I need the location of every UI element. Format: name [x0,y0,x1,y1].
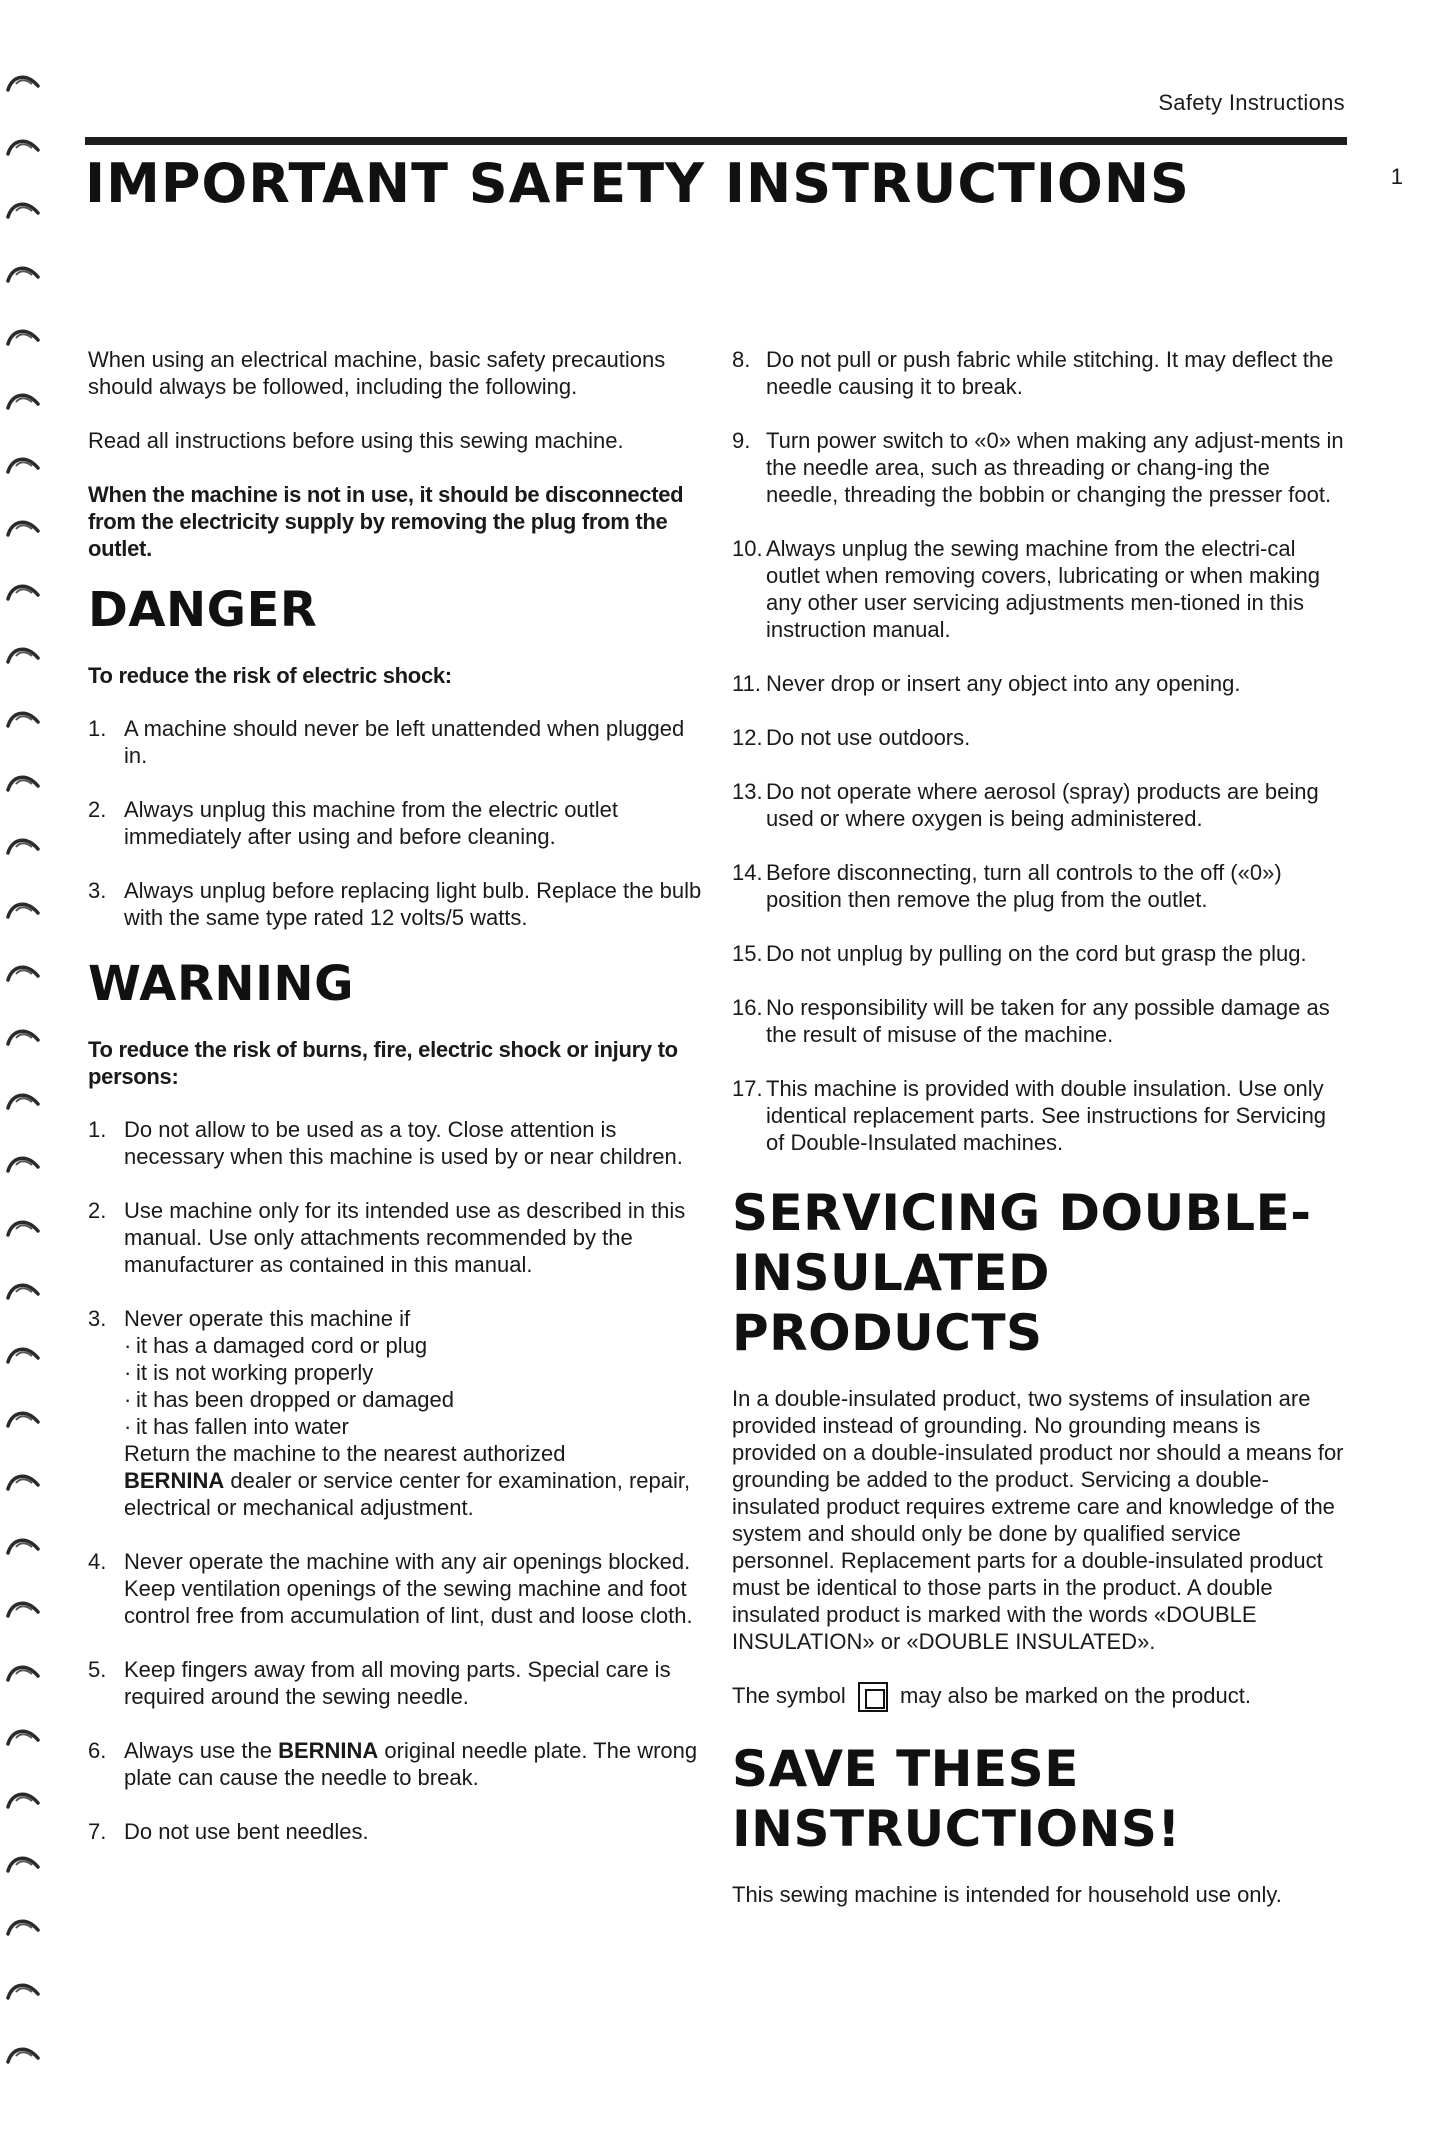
binding-hole-icon [4,197,44,221]
brand-name: BERNINA [278,1738,379,1763]
list-item: 16. No responsibility will be taken for any possible damage as the result of misuse of the machine. [732,995,1330,1047]
list-item: 9. Turn power switch to «0» when making any adjust-ments in the needle area, such as threading or chang-ing the needle, threading the bobbin or changing the presser foot. [732,428,1344,507]
list-item: 10. Always unplug the sewing machine from the electri-cal outlet when removing covers, lubricating or when making any other user servicing adjustments men-tioned in this instruction manual. [732,536,1320,642]
list-item: 4. Never operate the machine with any air openings blocked. Keep ventilation openings of the sewing machine and foot control free from accumulation of lint, dust and loose cloth. [88,1549,693,1628]
warning-heading: WARNING [88,956,354,1012]
list-item: 12. Do not use outdoors. [732,725,971,750]
binding-hole-icon [4,1787,44,1811]
binding-hole-icon [4,1342,44,1366]
section-label: Safety Instructions [1158,90,1345,115]
save-heading: SAVE THESE INSTRUCTIONS! [732,1740,1181,1859]
page-title: IMPORTANT SAFETY INSTRUCTIONS [85,152,1190,215]
list-item: 3. Always unplug before replacing light bulb. Replace the bulb with the same type rated 12 volts/5 watts. [88,878,702,930]
spiral-binding [4,0,54,2154]
binding-hole-icon [4,1660,44,1684]
binding-hole-icon [4,706,44,730]
binding-hole-icon [4,833,44,857]
binding-hole-icon [4,1406,44,1430]
binding-hole-icon [4,1215,44,1239]
list-item: 5. Keep fingers away from all moving parts. Special care is required around the sewing needle. [88,1657,671,1709]
binding-hole-icon [4,1088,44,1112]
list-item: 1. A machine should never be left unattended when plugged in. [88,716,685,768]
binding-hole-icon [4,70,44,94]
item-lead: Never operate this machine if [124,1306,411,1331]
binding-hole-icon [4,770,44,794]
left-column [88,346,708,1872]
list-item: 2. Always unplug this machine from the electric outlet immediately after using and before cleaning. [88,797,619,849]
binding-hole-icon [4,1151,44,1175]
list-item: 7. Do not use bent needles. [88,1819,369,1844]
list-item: 6. Always use the BERNINA original needle plate. The wrong plate can cause the needle to break. [88,1738,698,1790]
binding-hole-icon [4,1469,44,1493]
list-item: 15. Do not unplug by pulling on the cord but grasp the plug. [732,941,1307,966]
return-notice: Return the machine to the nearest authorized BERNINA dealer or service center for examination, repair, electrical or mechanical adjustment. [124,1441,691,1520]
binding-hole-icon [4,1278,44,1302]
condition-item: · it has a damaged cord or plug [124,1332,708,1359]
list-item: 13. Do not operate where aerosol (spray) products are being used or where oxygen is being administered. [732,779,1319,831]
save-body: This sewing machine is intended for household use only. [732,1882,1282,1908]
page-number: 1 [1390,164,1403,189]
danger-list [88,715,708,931]
header-rule [85,137,1347,145]
list-item: 1. Do not allow to be used as a toy. Close attention is necessary when this machine is used by or near children. [88,1117,683,1169]
binding-hole-icon [4,261,44,285]
intro-disconnect-notice: When the machine is not in use, it should be disconnected from the electricity supply by removing the plug from the outlet. [88,482,684,561]
right-column [732,346,1347,1935]
list-item: 2. Use machine only for its intended use as described in this manual. Use only attachments recommended by the manufacturer as contained in this manual. [88,1198,686,1277]
binding-hole-icon [4,642,44,666]
binding-hole-icon [4,388,44,412]
binding-hole-icon [4,134,44,158]
binding-hole-icon [4,960,44,984]
double-insulation-symbol-icon [858,1682,888,1712]
binding-hole-icon [4,1978,44,2002]
intro-read-all: Read all instructions before using this sewing machine. [88,428,624,453]
binding-hole-icon [4,1596,44,1620]
condition-item: · it has been dropped or damaged [124,1386,708,1413]
danger-subheading: To reduce the risk of electric shock: [88,663,452,688]
binding-hole-icon [4,515,44,539]
warning-subheading: To reduce the risk of burns, fire, electric shock or injury to persons: [88,1037,678,1089]
intro-paragraph: When using an electrical machine, basic safety precautions should always be followed, including the following. [88,347,666,399]
binding-hole-icon [4,1533,44,1557]
condition-list [124,1332,708,1440]
binding-hole-icon [4,1914,44,1938]
condition-item: · it is not working properly [124,1359,708,1386]
binding-hole-icon [4,897,44,921]
binding-hole-icon [4,1724,44,1748]
list-item: 17. This machine is provided with double insulation. Use only identical replacement parts. See instructions for Servicing of Double-Insulated machines. [732,1076,1327,1155]
list-item: 14. Before disconnecting, turn all controls to the off («0») position then remove the plug from the outlet. [732,860,1282,912]
condition-item: · it has fallen into water [124,1413,708,1440]
continued-list [732,346,1347,1156]
list-item: 3. Never operate this machine if · it has a damaged cord or plug · it is not working properly · it has been dropped or damaged · it has fallen into water Return the machine to the nearest authorized BERNINA dealer or service center for examination, repair, electrical or mechanical adjustment. [88,1305,708,1521]
binding-hole-icon [4,2042,44,2066]
binding-hole-icon [4,452,44,476]
binding-hole-icon [4,1024,44,1048]
list-item: 8. Do not pull or push fabric while stitching. It may deflect the needle causing it to break. [732,347,1334,399]
binding-hole-icon [4,324,44,348]
danger-heading: DANGER [88,582,318,638]
servicing-heading: SERVICING DOUBLE-INSULATED PRODUCTS [732,1184,1312,1362]
binding-hole-icon [4,1851,44,1875]
symbol-note: The symbol may also be marked on the product. [732,1682,1347,1712]
list-item: 11. Never drop or insert any object into any opening. [732,671,1241,696]
binding-hole-icon [4,579,44,603]
warning-list [88,1116,708,1845]
brand-name: BERNINA [124,1468,225,1493]
servicing-body: In a double-insulated product, two systems of insulation are provided instead of grounding. No grounding means is provided on a double-insulated product nor should a means for grounding be added to the product. Servicing a double-insulated product requires extreme care and knowledge of the system and should only be done by qualified service personnel. Replacement parts for a double-insulated product must be identical to those parts in the product. A double insulated product is marked with the words «DOUBLE INSULATION» or «DOUBLE INSULATED». [732,1386,1344,1654]
